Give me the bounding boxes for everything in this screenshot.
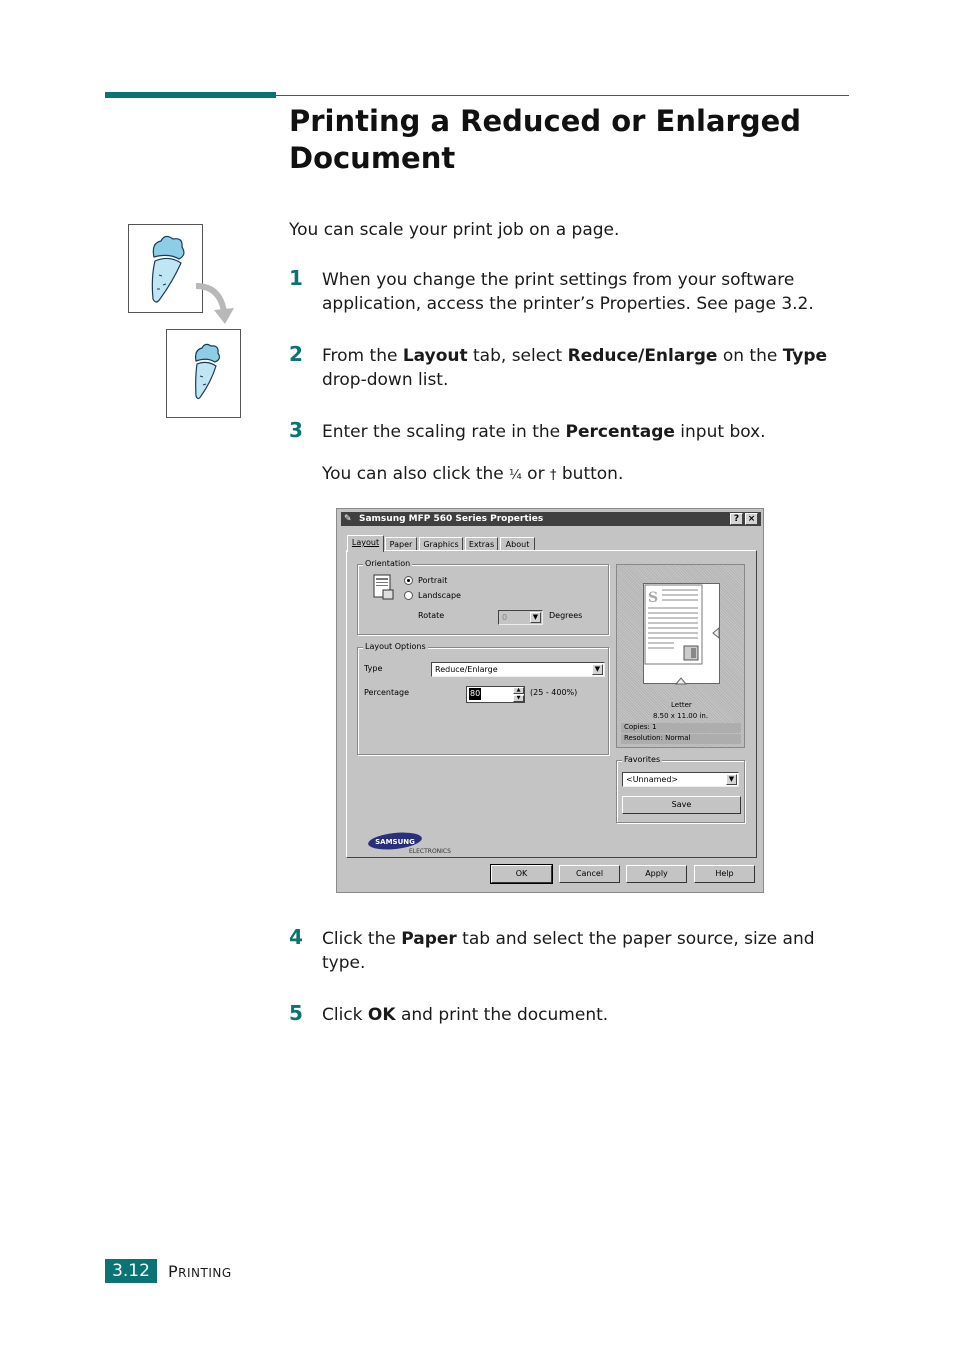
brand-sub: ELECTRONICS	[409, 848, 451, 855]
step-number-1: 1	[289, 266, 303, 290]
brand-name: SAMSUNG	[375, 838, 415, 846]
spin-up-icon[interactable]: ▲	[513, 687, 524, 694]
spin-down-glyph: †	[549, 468, 557, 483]
step-3-note: You can also click the ¼ or † button.	[322, 464, 624, 484]
page-title: Printing a Reduced or Enlarged Document	[289, 104, 802, 175]
type-select[interactable]: Reduce/Enlarge ▼	[431, 662, 605, 677]
spin-down-icon[interactable]: ▼	[513, 695, 524, 702]
chevron-down-icon: ▼	[530, 612, 541, 623]
orientation-label: Orientation	[365, 559, 411, 568]
percentage-input[interactable]: 80 ▲ ▼	[466, 686, 525, 703]
resolution-info: Resolution: Normal	[621, 734, 741, 744]
printer-icon: ✎	[344, 514, 352, 524]
header-rule-thin	[276, 95, 849, 96]
favorites-group	[616, 755, 745, 823]
layout-options-label: Layout Options	[365, 642, 426, 651]
portrait-radio[interactable]	[404, 576, 413, 585]
favorites-select[interactable]: <Unnamed> ▼	[622, 772, 739, 787]
help-title-button[interactable]: ?	[730, 513, 743, 525]
header-rule-thick	[105, 92, 276, 98]
tab-about[interactable]: About	[500, 537, 535, 551]
arrow-curve-icon	[192, 280, 236, 328]
chevron-down-icon: ▼	[726, 774, 737, 785]
step-number-4: 4	[289, 925, 303, 949]
intro-text: You can scale your print job on a page.	[289, 220, 620, 240]
portrait-label: Portrait	[418, 576, 448, 585]
paper-size: 8.50 x 11.00 in.	[653, 712, 709, 720]
step-5-text: Click OK and print the document.	[322, 1005, 609, 1025]
copies-info: Copies: 1	[621, 723, 741, 733]
rotate-select[interactable]: 0 ▼	[498, 610, 543, 625]
dialog-title: Samsung MFP 560 Series Properties	[359, 514, 544, 524]
tab-paper[interactable]: Paper	[385, 537, 417, 551]
tab-layout[interactable]: Layout	[347, 535, 384, 552]
favorites-label: Favorites	[624, 755, 661, 764]
step-number-3: 3	[289, 418, 303, 442]
step-2-text: From the Layout tab, select Reduce/Enlarge on the Type drop-down list.	[322, 346, 828, 390]
step-number-2: 2	[289, 342, 303, 366]
preview-paper	[643, 583, 720, 684]
landscape-radio[interactable]	[404, 591, 413, 600]
apply-button[interactable]: Apply	[626, 865, 687, 883]
page-preview	[616, 564, 745, 748]
scaling-illustration	[128, 224, 243, 420]
percentage-label: Percentage	[364, 688, 410, 697]
page-number: 3.12	[105, 1259, 157, 1283]
degrees-label: Degrees	[549, 611, 583, 620]
chevron-down-icon: ▼	[592, 664, 603, 675]
orientation-group	[357, 559, 609, 635]
rotate-label: Rotate	[418, 611, 445, 620]
tab-graphics[interactable]: Graphics	[419, 537, 463, 551]
close-icon[interactable]: ×	[745, 513, 758, 525]
paper-name: Letter	[671, 701, 692, 709]
step-3-text: Enter the scaling rate in the Percentage input box.	[322, 422, 766, 442]
help-button[interactable]: Help	[694, 865, 755, 883]
dialog-title-bar	[341, 512, 761, 526]
ok-button[interactable]: OK	[491, 865, 552, 883]
layout-tab-panel	[346, 550, 757, 858]
layout-options-group	[357, 642, 609, 755]
landscape-label: Landscape	[418, 591, 461, 600]
arrow-up-icon	[675, 677, 687, 685]
preview-letter: S	[648, 590, 659, 606]
portrait-page-icon	[373, 574, 395, 600]
section-name: PRINTING	[168, 1262, 232, 1281]
percentage-range: (25 - 400%)	[530, 688, 578, 697]
step-number-5: 5	[289, 1001, 303, 1025]
reduced-document-icon	[166, 329, 241, 418]
type-label: Type	[364, 664, 383, 673]
printer-properties-dialog	[336, 508, 764, 893]
samsung-logo	[367, 832, 462, 856]
save-favorite-button[interactable]: Save	[622, 796, 741, 814]
spin-up-glyph: ¼	[509, 468, 522, 483]
step-4-text: Click the Paper tab and select the paper source, size and type.	[322, 929, 815, 973]
arrow-left-icon	[712, 627, 720, 639]
tab-extras[interactable]: Extras	[465, 537, 498, 551]
step-1-text: When you change the print settings from your software application, access the printer’s Properties. See page 3.2.	[322, 270, 814, 314]
cancel-button[interactable]: Cancel	[559, 865, 620, 883]
